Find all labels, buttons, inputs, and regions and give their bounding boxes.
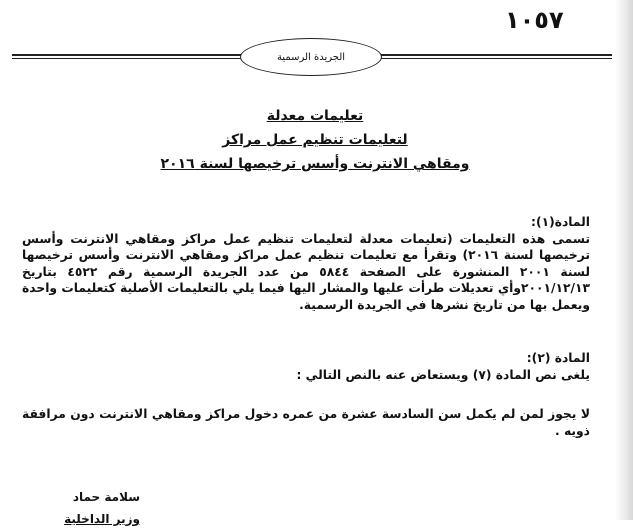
title-line-2: لتعليمات تنظيم عمل مراكز	[222, 132, 408, 148]
title-line-3: ومقاهي الانترنت وأسس ترخيصها لسنة ٢٠١٦	[160, 156, 470, 172]
article-2-body: يلغى نص المادة (٧) ويستعاض عنه بالنص التالي :	[296, 367, 590, 382]
article-1	[22, 214, 590, 313]
article-1-heading: المادة(١):	[531, 215, 590, 229]
article-1-body: تسمى هذه التعليمات (تعليمات معدلة لتعليمات تنظيم عمل مراكز ومقاهي الانترنت وأسس ترخيصها لسنة ٢٠١٦) وتقرأ مع تعليمات تنظيم عمل مراكز ومقاهي الانترنت وأسس ترخيصها لسنة ٢٠٠١ المنشورة على الصفحة ٥٨٤٤ من عدد الجريدة الرسمية رقم ٤٥٢٢ بتاريخ ٢٠٠١/١٢/١٣وأي تعديلات طرأت عليها والمشار اليها فيما يلي بالتعليمات الأصلية كتعليمات واحدة ويعمل بها من تاريخ نشرها في الجريدة الرسمية.	[21, 231, 591, 312]
article-2	[22, 350, 590, 383]
page-number: ١٠٥٧	[505, 6, 564, 34]
signatory-title: وزير الداخلية	[64, 512, 140, 526]
page-edge-shadow	[615, 0, 633, 520]
signatory-block	[20, 486, 140, 530]
title-line-1: تعليمات معدلة	[266, 108, 364, 124]
replacement-text: لا يجوز لمن لم يكمل سن السادسة عشرة من عمره دخول مراكز ومقاهي الانترنت دون مرافقة ذويه .	[22, 407, 590, 438]
article-2-heading: المادة (٢):	[526, 351, 590, 365]
signatory-name: سلامة حماد	[72, 490, 140, 504]
gazette-label: الجريدة الرسمية	[240, 38, 382, 76]
document-title	[100, 104, 530, 176]
